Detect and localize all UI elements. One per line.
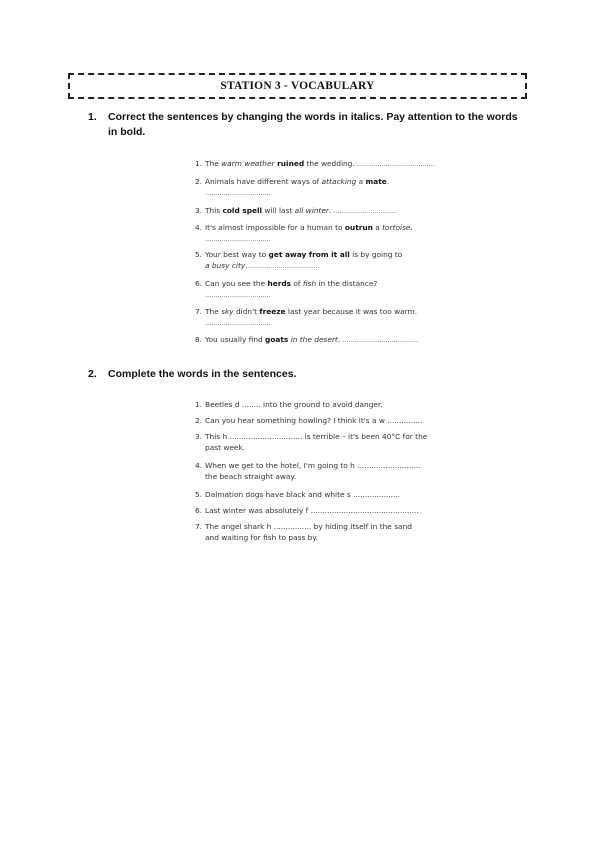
question-1-heading xyxy=(90,110,520,140)
item-text: The angel shark h ................ by hiding itself in the sand xyxy=(205,522,412,531)
item-number: 6. xyxy=(194,506,202,515)
item-number: 7. xyxy=(194,522,202,531)
item-italic: tortoise xyxy=(382,223,411,232)
item-text: didn't xyxy=(233,307,260,316)
item-italic: in the desert xyxy=(288,335,338,344)
item-bold: herds xyxy=(267,279,292,288)
item-italic: fish xyxy=(302,279,317,288)
item-text: . xyxy=(245,261,248,270)
item-text: . xyxy=(386,177,390,186)
item-text-line-2: the beach straight away. xyxy=(205,472,297,481)
item-text: This h ............................... is terrible – it's been 40°C for the xyxy=(205,432,428,441)
question-2-instruction: Complete the words in the sentences. xyxy=(108,368,297,380)
answer-blank[interactable]: ..................................... xyxy=(340,335,419,344)
item-bold: ruined xyxy=(274,159,305,168)
item-italic: attacking xyxy=(321,177,357,186)
answer-blank[interactable]: ................................ xyxy=(205,234,271,243)
question-2-heading xyxy=(90,367,520,382)
item-text: is by going to xyxy=(349,250,403,259)
answer-blank[interactable]: ................................ xyxy=(205,318,271,327)
item-number: 5. xyxy=(194,490,202,499)
item-text: Animals have different ways of xyxy=(205,177,322,186)
answer-blank[interactable]: ...................................... xyxy=(354,159,435,168)
item-text: You usually find xyxy=(205,335,266,344)
item-number: 3. xyxy=(194,432,202,441)
item-text: the wedding. xyxy=(304,159,355,168)
station-header-box xyxy=(68,73,527,99)
item-text-line-2: past week. xyxy=(205,443,246,452)
item-text: in the distance? xyxy=(316,279,378,288)
item-text: . xyxy=(410,223,413,232)
item-bold: freeze xyxy=(259,307,286,316)
answer-blank[interactable]: ................................ xyxy=(205,188,271,197)
item-text: The xyxy=(205,307,222,316)
item-number: 1. xyxy=(194,400,202,409)
page-title: STATION 3 - VOCABULARY xyxy=(220,80,375,92)
question-2-number: 2. xyxy=(88,368,97,380)
item-text: a xyxy=(356,177,366,186)
answer-blank[interactable]: ............................... xyxy=(331,206,397,215)
item-text: last year because it was too warm. xyxy=(285,307,418,316)
item-text: Last winter was absolutely f .............................................. xyxy=(205,506,419,515)
item-number: 2. xyxy=(194,416,202,425)
item-bold: mate xyxy=(365,177,387,186)
item-text: will last xyxy=(262,206,295,215)
item-text: a xyxy=(372,223,383,232)
item-number: 1. xyxy=(194,159,202,168)
item-number: 7. xyxy=(194,307,202,316)
item-italic: a busy city xyxy=(205,261,246,270)
item-text: This xyxy=(205,206,223,215)
item-text: . xyxy=(337,335,341,344)
item-text: Can you hear something howling? I think it's a w ............... xyxy=(205,416,423,425)
item-number: 2. xyxy=(194,177,202,186)
item-number: 6. xyxy=(194,279,202,288)
item-bold: goats xyxy=(265,335,289,344)
item-text: It's almost impossible for a human to xyxy=(205,223,345,232)
item-text: The xyxy=(205,159,222,168)
item-bold: outrun xyxy=(344,223,373,232)
item-bold: cold spell xyxy=(222,206,263,215)
question-1-number: 1. xyxy=(88,111,97,123)
item-text: . xyxy=(328,206,332,215)
item-italic: sky xyxy=(221,307,234,316)
item-bold: get away from it all xyxy=(268,250,350,259)
item-text: Your best way to xyxy=(205,250,269,259)
item-number: 5. xyxy=(194,250,202,259)
item-number: 8. xyxy=(194,335,202,344)
item-number: 3. xyxy=(194,206,202,215)
item-number: 4. xyxy=(194,461,202,470)
item-number: 4. xyxy=(194,223,202,232)
item-text: Beetles d ........ into the ground to avoid danger. xyxy=(205,400,383,409)
item-text: Can you see the xyxy=(205,279,268,288)
item-text: Dalmation dogs have black and white s .................... xyxy=(205,490,401,499)
item-text: of xyxy=(291,279,303,288)
item-text: When we get to the hotel, I'm going to h ........................... xyxy=(205,461,421,470)
item-italic: warm weather xyxy=(221,159,275,168)
item-italic: all winter xyxy=(294,206,329,215)
answer-blank[interactable]: ................................... xyxy=(247,261,320,270)
item-text-line-2: and waiting for fish to pass by. xyxy=(205,533,319,542)
question-1-instruction: Correct the sentences by changing the words in italics. Pay attention to the words in bold. xyxy=(108,111,518,138)
answer-blank[interactable]: ................................ xyxy=(205,290,271,299)
